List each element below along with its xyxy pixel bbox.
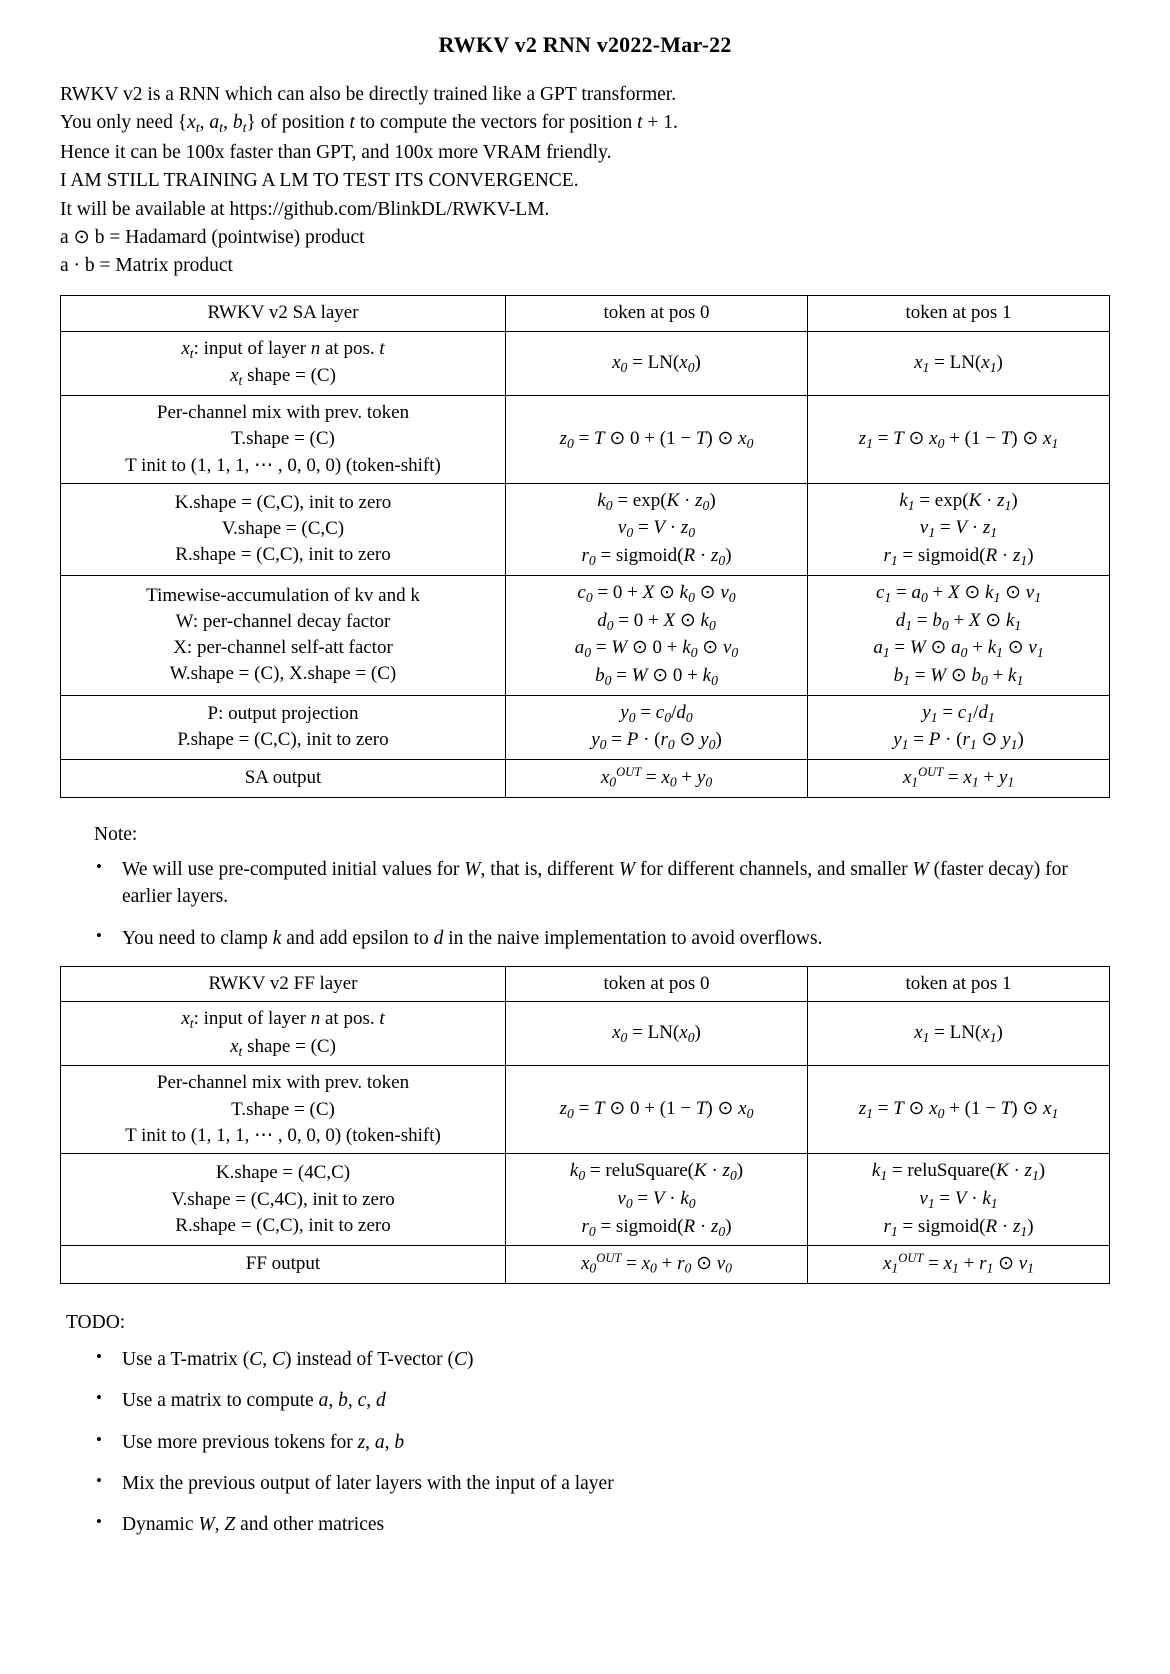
ff-layer-table <box>60 966 1110 1284</box>
sa-row3-col3: $k_1 = \exp(K \cdot z_1)$ $v_1 = V \cdot z_1$ $r_1$ = sigmoid(R · $z_1$) <box>808 483 1110 575</box>
ff-row1-col1: $x_t$: input of layer n at pos. t $x_t$ shape = (C) <box>61 1002 506 1066</box>
table-row <box>61 1066 1110 1154</box>
ff-row1-col3: $x_1 = LN(x_1)$ <box>808 1002 1110 1066</box>
table-row <box>61 575 1110 695</box>
table-header-row <box>61 966 1110 1001</box>
sa-row5-col2: $y_0 = c_0/d_0$ $y_0 = P \cdot (r_0$ ⊙ $y_0$) <box>506 695 808 759</box>
table-row <box>61 1002 1110 1066</box>
table-header-row <box>61 296 1110 331</box>
intro-paragraph <box>58 82 1112 280</box>
intro-line-2: You only need {$x_t$, $a_t$, $b_t$} of position t to compute the vectors for position t + 1. <box>60 112 678 136</box>
table-row <box>61 1154 1110 1246</box>
sa-row1-col2: $x_0 = LN(x_0)$ <box>506 331 808 395</box>
sa-row2-col3: $z_1 = T$ ⊙ $x_0 + (1 - T)$ ⊙ $x_1$ <box>808 396 1110 484</box>
ff-row1-col2: $x_0 = LN(x_0)$ <box>506 1002 808 1066</box>
ff-header-col3: token at pos 1 <box>808 966 1110 1001</box>
ff-row3-col2: $k_0$ = reluSquare(K · $z_0$) $v_0 = V \cdot k_0$ $r_0$ = sigmoid(R · $z_0$) <box>506 1154 808 1246</box>
list-item: • Use a matrix to compute a, b, c, d <box>120 1387 1112 1414</box>
sa-row2-col1: Per-channel mix with prev. token T.shape = (C) T init to (1, 1, 1, ⋯ , 0, 0, 0) (token-shift) <box>61 396 506 484</box>
intro-line-5: It will be available at https://github.com/BlinkDL/RWKV-LM. <box>60 198 550 220</box>
sa-header-col3: token at pos 1 <box>808 296 1110 331</box>
intro-line-3: Hence it can be 100x faster than GPT, and 100x more VRAM friendly. <box>60 141 612 163</box>
intro-line-7: a · b = Matrix product <box>60 255 233 277</box>
sa-row6-col3: $x_1^{OUT} = x_1 + y_1$ <box>808 760 1110 798</box>
note-heading: Note: <box>94 823 138 845</box>
list-item: • You need to clamp k and add epsilon to d in the naive implementation to avoid overflows. <box>120 925 1112 952</box>
ff-row2-col2: $z_0 = T$ ⊙ 0 + (1 − T) ⊙ $x_0$ <box>506 1066 808 1154</box>
intro-line-4: I AM STILL TRAINING A LM TO TEST ITS CONVERGENCE. <box>60 170 579 192</box>
ff-header-col1: RWKV v2 FF layer <box>61 966 506 1001</box>
sa-header-col1: RWKV v2 SA layer <box>61 296 506 331</box>
table-row <box>61 1246 1110 1284</box>
table-row <box>61 760 1110 798</box>
sa-row3-col2: $k_0 = \exp(K \cdot z_0)$ $v_0 = V \cdot z_0$ $r_0$ = sigmoid(R · $z_0$) <box>506 483 808 575</box>
todo-heading: TODO: <box>66 1311 126 1333</box>
sa-layer-table <box>60 295 1110 797</box>
note-list <box>58 856 1112 952</box>
list-item: • We will use pre-computed initial values for W, that is, different W for different channels, and smaller W (faster decay) for earlier layers. <box>120 856 1112 911</box>
sa-row5-col3: $y_1 = c_1/d_1$ $y_1 = P \cdot (r_1$ ⊙ $y_1$) <box>808 695 1110 759</box>
sa-row6-col1: SA output <box>61 760 506 798</box>
sa-row1-col1: $x_t$: input of layer n at pos. t $x_t$ shape = (C) <box>61 331 506 395</box>
ff-row4-col3: $x_1^{OUT} = x_1 + r_1$ ⊙ $v_1$ <box>808 1246 1110 1284</box>
sa-row3-col1: K.shape = (C,C), init to zero V.shape = (C,C) R.shape = (C,C), init to zero <box>61 483 506 575</box>
ff-row4-col2: $x_0^{OUT} = x_0 + r_0$ ⊙ $v_0$ <box>506 1246 808 1284</box>
list-item: • Use a T-matrix (C, C) instead of T-vector (C) <box>120 1346 1112 1373</box>
todo-list <box>58 1346 1112 1538</box>
ff-row3-col1: K.shape = (4C,C) V.shape = (C,4C), init to zero R.shape = (C,C), init to zero <box>61 1154 506 1246</box>
table-row <box>61 396 1110 484</box>
ff-row2-col3: $z_1 = T$ ⊙ $x_0 + (1 - T)$ ⊙ $x_1$ <box>808 1066 1110 1154</box>
table-row <box>61 331 1110 395</box>
sa-header-col2: token at pos 0 <box>506 296 808 331</box>
sa-row4-col1: Timewise-accumulation of kv and k W: per-channel decay factor X: per-channel self-att factor W.shape = (C), X.shape = (C) <box>61 575 506 695</box>
sa-row5-col1: P: output projection P.shape = (C,C), init to zero <box>61 695 506 759</box>
sa-row4-col2: $c_0 = 0 + X$ ⊙ $k_0$ ⊙ $v_0$ $d_0 = 0 + X$ ⊙ $k_0$ $a_0 = W$ ⊙ $0 + k_0$ ⊙ $v_0$ $b_0 = W$ ⊙ $0 + k_0$ <box>506 575 808 695</box>
ff-row3-col3: $k_1$ = reluSquare(K · $z_1$) $v_1 = V \cdot k_1$ $r_1$ = sigmoid(R · $z_1$) <box>808 1154 1110 1246</box>
intro-line-6: a ⊙ b = Hadamard (pointwise) product <box>60 226 365 248</box>
list-item: • Mix the previous output of later layers with the input of a layer <box>120 1470 1112 1497</box>
sa-row1-col3: $x_1 = LN(x_1)$ <box>808 331 1110 395</box>
table-row <box>61 695 1110 759</box>
ff-row2-col1: Per-channel mix with prev. token T.shape = (C) T init to (1, 1, 1, ⋯ , 0, 0, 0) (token-shift) <box>61 1066 506 1154</box>
page-title: RWKV v2 RNN v2022-Mar-22 <box>438 32 732 57</box>
intro-line-1: RWKV v2 is a RNN which can also be directly trained like a GPT transformer. <box>60 83 677 105</box>
ff-header-col2: token at pos 0 <box>506 966 808 1001</box>
sa-row2-col2: $z_0 = T$ ⊙ 0 + (1 − T) ⊙ $x_0$ <box>506 396 808 484</box>
sa-row4-col3: $c_1 = a_0 + X$ ⊙ $k_1$ ⊙ $v_1$ $d_1 = b_0 + X$ ⊙ $k_1$ $a_1 = W$ ⊙ $a_0 + k_1$ ⊙ $v_1$ $b_1 = W$ ⊙ $b_0 + k_1$ <box>808 575 1110 695</box>
sa-row6-col2: $x_0^{OUT} = x_0 + y_0$ <box>506 760 808 798</box>
list-item: • Use more previous tokens for z, a, b <box>120 1429 1112 1456</box>
list-item: • Dynamic W, Z and other matrices <box>120 1511 1112 1538</box>
table-row <box>61 483 1110 575</box>
ff-row4-col1: FF output <box>61 1246 506 1284</box>
